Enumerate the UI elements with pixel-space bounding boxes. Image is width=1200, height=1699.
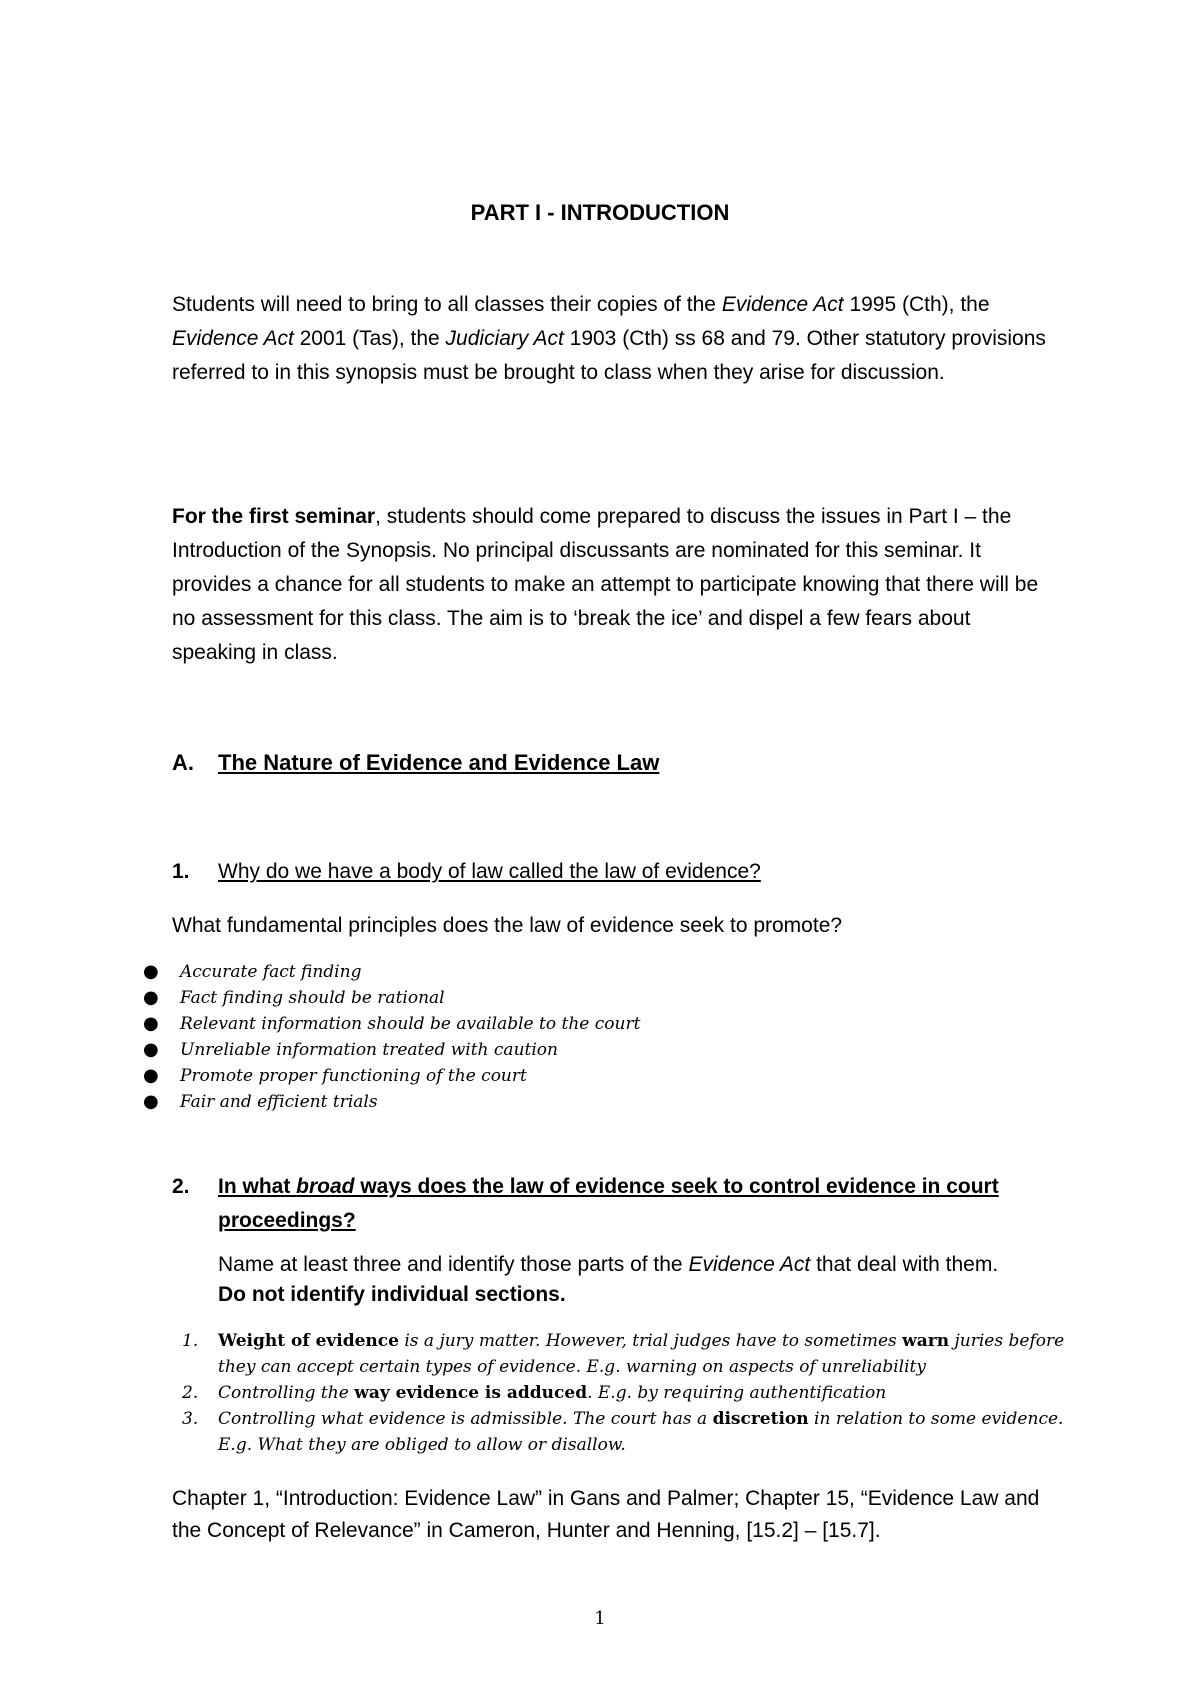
list-item	[140, 1089, 640, 1115]
list-item	[140, 985, 640, 1011]
item-text: Controlling what evidence is admissible. The court has a	[218, 1409, 713, 1429]
list-item-text: Relevant information should be available to the court	[180, 1014, 641, 1034]
item-bold: way evidence is adduced	[354, 1383, 588, 1403]
question-2-heading	[172, 1170, 1052, 1238]
section-letter: A.	[172, 750, 194, 775]
list-item-text: Promote proper functioning of the court	[180, 1066, 527, 1086]
section-heading-a	[172, 746, 1052, 780]
intro-text: Students will need to bring to all classes their copies of the	[172, 293, 722, 316]
page-title: PART I - INTRODUCTION	[470, 200, 730, 225]
controls-list	[172, 1328, 1072, 1458]
item-number: 3.	[182, 1409, 199, 1429]
item-number: 1.	[182, 1331, 199, 1351]
sub-bold: Do not identify individual sections.	[218, 1283, 566, 1306]
intro-text: 1903 (Cth) ss 68 and 79. Other statutory provisions referred to in this synopsis must be brought to class when they arise for discussion.	[172, 327, 1046, 384]
item-text: in relation to some evidence. E.g. What they are obliged to allow or disallow.	[218, 1409, 1064, 1455]
bullet-icon: ●	[143, 1065, 159, 1086]
bullet-icon: ●	[143, 961, 159, 982]
list-item-text: Unreliable information treated with caution	[180, 1040, 558, 1060]
intro-paragraph	[172, 288, 1052, 390]
question-number: 1.	[172, 860, 190, 883]
list-item-text: Fair and efficient trials	[180, 1092, 378, 1112]
list-item	[172, 1380, 1072, 1406]
intro-text: 1995 (Cth), the	[843, 293, 990, 316]
sub-text: Name at least three and identify those parts of the	[218, 1253, 689, 1276]
list-item	[140, 1063, 640, 1089]
question-number: 2.	[172, 1175, 190, 1198]
seminar-paragraph	[172, 500, 1052, 670]
intro-text: 2001 (Tas), the	[293, 327, 446, 350]
emphasis: broad	[296, 1175, 355, 1198]
page-number: 1	[594, 1608, 606, 1629]
item-bold: discretion	[712, 1409, 809, 1429]
item-text: . E.g. by requiring authentification	[587, 1383, 887, 1403]
question-1-heading	[172, 855, 1052, 889]
item-text: is a jury matter. However, trial judges have to sometimes	[398, 1331, 903, 1351]
list-item	[172, 1406, 1072, 1458]
seminar-text: , students should come prepared to discuss the issues in Part I – the Introduction of the Synopsis. No principal discussants are nominated for this seminar. It provides a chance for all students to make an attempt to participate knowing that there will be no assessment for this class. The aim is to ‘break the ice’ and dispel a few fears about speaking in class.	[172, 505, 1039, 664]
list-item-text: Fact finding should be rational	[180, 988, 445, 1008]
bullet-icon: ●	[143, 1039, 159, 1060]
bullet-icon: ●	[143, 987, 159, 1008]
question-2-subtext	[218, 1250, 1018, 1310]
act-name: Judiciary Act	[445, 327, 564, 350]
item-number: 2.	[182, 1383, 199, 1403]
item-bold: warn	[902, 1331, 950, 1351]
section-title: The Nature of Evidence and Evidence Law	[218, 750, 660, 775]
act-name: Evidence Act	[172, 327, 294, 350]
list-item-text: Accurate fact finding	[180, 962, 362, 982]
list-item	[172, 1328, 1072, 1380]
sub-text: that deal with them.	[810, 1253, 999, 1276]
list-item	[140, 1011, 640, 1037]
bullet-icon: ●	[143, 1091, 159, 1112]
question-title: Why do we have a body of law called the law of evidence?	[218, 860, 761, 883]
list-item	[140, 1037, 640, 1063]
bullet-icon: ●	[143, 1013, 159, 1034]
question-text: In what	[218, 1175, 297, 1198]
list-item	[140, 959, 640, 985]
item-bold: Weight of evidence	[218, 1331, 399, 1351]
item-text: juries before they can accept certain types of evidence. E.g. warning on aspects of unreliability	[218, 1331, 1065, 1377]
act-name: Evidence Act	[688, 1253, 811, 1276]
act-name: Evidence Act	[721, 293, 844, 316]
question-text: ways does the law of evidence seek to control evidence in court proceedings?	[218, 1175, 999, 1232]
question-title	[218, 1170, 1038, 1238]
item-text: Controlling the	[218, 1383, 355, 1403]
principles-list	[140, 959, 640, 1115]
chapter-reference: Chapter 1, “Introduction: Evidence Law” in Gans and Palmer; Chapter 15, “Evidence Law and the Concept of Relevance” in Cameron, Hunter and Henning, [15.2] – [15.7].	[172, 1487, 1040, 1542]
seminar-lead: For the first seminar	[172, 505, 376, 528]
question-1-subtext: What fundamental principles does the law of evidence seek to promote?	[172, 914, 843, 937]
